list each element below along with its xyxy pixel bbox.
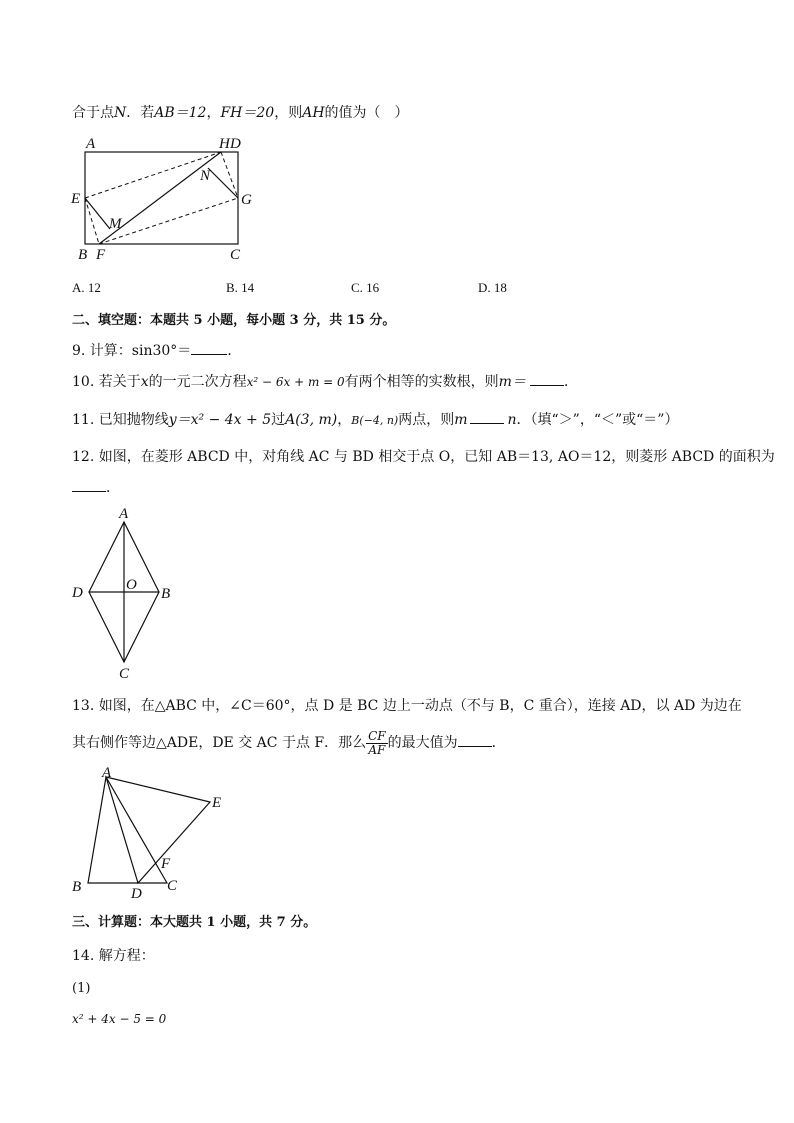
q13-text-line1: 13. 如图，在△ABC 中，∠C＝60°，点 D 是 BC 边上一动点（不与 B，C 重合），连接 AD，以 AD 为边在 bbox=[72, 698, 742, 714]
label-f: F bbox=[96, 247, 106, 263]
label-c: C bbox=[230, 247, 241, 263]
label-a: A bbox=[86, 136, 96, 152]
label-h: H bbox=[219, 136, 230, 152]
q8-point-n: N bbox=[114, 105, 127, 121]
section-2-heading: 二、填空题：本题共 5 小题，每小题 3 分，共 15 分。 bbox=[72, 313, 396, 328]
q8-condition-fh: FH＝20 bbox=[220, 105, 275, 121]
q14-title: 14. 解方程： bbox=[72, 948, 155, 964]
label-d: D bbox=[72, 585, 83, 601]
q12-answer-blank[interactable] bbox=[72, 477, 106, 492]
q11-answer-blank[interactable] bbox=[470, 409, 504, 424]
dashed-ef bbox=[85, 198, 99, 244]
q14-equation: x² + 4x − 5 = 0 bbox=[72, 1012, 167, 1026]
label-e: E bbox=[212, 795, 222, 811]
label-b: B bbox=[161, 586, 171, 602]
q12-text-line1: 12. 如图，在菱形 ABCD 中，对角线 AC 与 BD 相交于点 O，已知 AB＝13, AO＝12，则菱形 ABCD 的面积为 bbox=[72, 449, 775, 465]
q8-text-c: ，则 bbox=[274, 105, 303, 121]
label-b: B bbox=[78, 247, 88, 263]
label-g: G bbox=[241, 192, 252, 208]
choice-a[interactable]: A. 12 bbox=[72, 280, 101, 295]
q8-text-b: ．若 bbox=[126, 105, 155, 121]
label-b: B bbox=[72, 879, 82, 895]
q11-equation: y＝x² − 4x + 5 bbox=[168, 412, 272, 428]
q13-fraction: $\frac{CF}{AF}$ bbox=[368, 728, 386, 757]
q8-text bbox=[72, 103, 409, 123]
q13-text-line2: 其右侧作等边△ADE，DE 交 AC 于点 F．那么 $\frac{CF}{AF}$ 的最大值为 ． bbox=[72, 728, 506, 757]
q11-point-a: A(3, m) bbox=[285, 412, 338, 428]
dashed-hg bbox=[221, 152, 238, 198]
q10-equation: x² − 6x + m = 0 bbox=[246, 375, 345, 389]
q9-answer-blank[interactable] bbox=[191, 340, 227, 355]
label-d: D bbox=[230, 136, 241, 152]
label-a: A bbox=[119, 506, 129, 522]
q10-text: 10. 若关于x的一元二次方程x² − 6x + m = 0有两个相等的实数根，则m＝ ． bbox=[72, 371, 578, 392]
segment-ng bbox=[208, 168, 238, 198]
label-m: M bbox=[109, 216, 122, 232]
q12-rhombus-figure bbox=[68, 506, 180, 682]
q8-text-a: 合于点 bbox=[72, 105, 114, 121]
label-c: C bbox=[119, 666, 130, 682]
q14-part-1: (1) bbox=[72, 981, 91, 996]
q8-sep: ， bbox=[206, 105, 221, 121]
choice-b[interactable]: B. 14 bbox=[226, 280, 255, 295]
segment-em bbox=[85, 198, 110, 229]
label-o: O bbox=[126, 577, 137, 593]
q11-text: 11. 已知抛物线y＝x² − 4x + 5过A(3, m)，B(−4, n)两点，则m n．（填“＞”，“＜”或“＝”） bbox=[72, 409, 678, 431]
choice-d[interactable]: D. 18 bbox=[478, 280, 507, 295]
q8-rectangle-figure bbox=[68, 132, 268, 264]
choice-c[interactable]: C. 16 bbox=[351, 280, 380, 295]
rectangle-abcd bbox=[85, 152, 238, 244]
q11-point-b: B(−4, n) bbox=[351, 414, 399, 427]
label-f: F bbox=[161, 856, 171, 872]
label-e: E bbox=[71, 191, 81, 207]
triangle-abc bbox=[88, 777, 167, 883]
q9-text: 9. 计算：sin30°＝ ． bbox=[72, 340, 241, 361]
label-d: D bbox=[131, 886, 142, 902]
q8-segment-ah: AH bbox=[302, 105, 325, 121]
q8-text-d: 的值为（ ） bbox=[324, 105, 409, 121]
q8-condition-ab: AB＝12 bbox=[154, 105, 207, 121]
section-3-heading: 三、计算题：本大题共 1 小题，共 7 分。 bbox=[72, 915, 317, 930]
q10-answer-blank[interactable] bbox=[530, 371, 564, 386]
label-c: C bbox=[167, 878, 178, 894]
label-a: A bbox=[102, 765, 112, 781]
q13-answer-blank[interactable] bbox=[458, 732, 492, 747]
label-n: N bbox=[200, 168, 211, 184]
q13-triangle-figure bbox=[68, 764, 238, 904]
q12-text-line2: ． bbox=[72, 477, 120, 498]
